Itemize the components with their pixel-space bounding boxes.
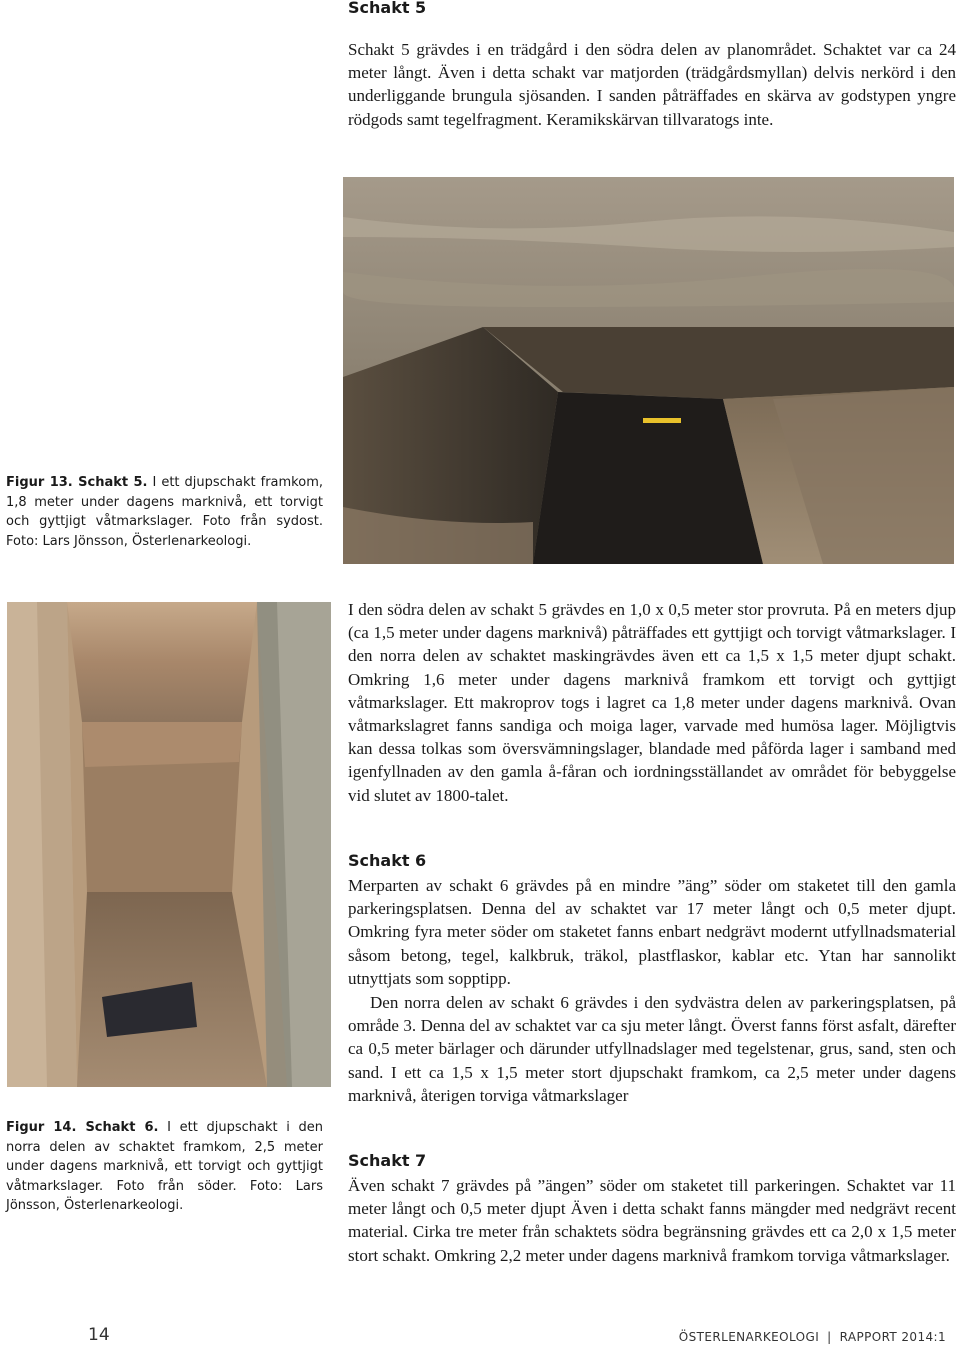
paragraph-schakt-7: Även schakt 7 grävdes på ”ängen” söder om staketet till parkeringen. Schaktet var 11 meter långt och 0,5 meter djupt Även i detta schakt fanns mängder med nedgrävt recent material. Cirka tre meter från schaktets södra begränsning grävdes ett ca 2,0 x 1,5 meter stort schakt. Omkring 2,2 meter under dagens marknivå framkom torviga våtmarkslager. (348, 1176, 956, 1265)
paragraph-schakt-6-2: Den norra delen av schakt 6 grävdes i den sydvästra delen av parkeringsplatsen, på område 3. Denna del av schaktet var ca sju meter långt. Överst fanns först asfalt, därefter ca 0,5 meter bärlager och därunder utfyllnadslager med tegelstenar, grus, sand, sten och sand. I ett ca 1,5 x 1,5 meter stort djupschakt framkom, ca 2,5 meter under dagens marknivå, återigen torviga våtmarkslager (348, 993, 956, 1105)
section-heading-schakt-7: Schakt 7 (348, 1151, 427, 1170)
footer-report-id: RAPPORT 2014:1 (839, 1330, 946, 1344)
paragraph-schakt-5: Schakt 5 grävdes i en trädgård i den södra delen av planområdet. Schaktet var ca 24 meter långt. Även i detta schakt var matjorden (trädgårdsmyllan) delvis nerkörd i den underliggande brungula sjösanden. I sanden påträffades en skärva av godstypen yngre rödgods samt tegelfragment. Keramikskärvan tillvaratogs inte. (348, 40, 956, 129)
page-number: 14 (88, 1325, 110, 1345)
figure-13-caption (6, 473, 323, 551)
figure-13-label: Figur 13. Schakt 5. (6, 475, 148, 490)
section-heading-schakt-6: Schakt 6 (348, 851, 427, 870)
figure-14-label: Figur 14. Schakt 6. (6, 1120, 159, 1135)
footer-publisher: ÖSTERLENARKEOLOGI (678, 1330, 820, 1344)
figure-14-caption (6, 1118, 323, 1216)
figure-14-text: I ett djupschakt i den norra delen av schaktet framkom, 2,5 meter under dagens marknivå, ett torvigt och gyttjigt våtmarkslager. Foto från söder. Foto: Lars Jönsson, Österlenarkeologi. (6, 1120, 324, 1213)
footer-report (679, 1330, 946, 1344)
figure-13-photo (343, 177, 954, 564)
paragraph-schakt-5-continued: I den södra delen av schakt 5 grävdes en 1,0 x 0,5 meter stor provruta. På en meters djup (ca 1,5 meter under dagens marknivå) påträffades ett gyttjigt och torvigt våtmarkslager. I den norra delen av schaktet maskingrävdes även ett ca 1,5 x 1,5 meter djupt schakt. Omkring 1,6 meter under dagens marknivå framkom ett torvigt och gyttjigt våtmarkslager. Ett makroprov togs i lagret ca 1,8 meter under dagens marknivå. Ovan våtmarkslagret fanns sandiga och moiga lager, varvade med humösa lager. Möjligtvis kan dessa tolkas som översvämningslager, blandade med påförda lager i samband med igenfyllnaden av den gamla å-fåran och iordningsställandet av området för bebyggelse vid slutet av 1800-talet. (348, 600, 956, 805)
section-heading-schakt-5: Schakt 5 (348, 0, 427, 17)
footer-separator: | (827, 1330, 832, 1344)
figure-14-photo (7, 602, 331, 1087)
figure-13-text: I ett djupschakt framkom, 1,8 meter under dagens marknivå, ett torvigt och gyttjigt våtmarkslager. Foto från sydost. Foto: Lars Jönsson, Österlenarkeologi. (6, 475, 323, 549)
paragraph-schakt-6-1: Merparten av schakt 6 grävdes på en mindre ”äng” söder om staketet till den gamla parkeringsplatsen. Denna del av schaktet var 17 meter långt och 0,5 meter djupt. Omkring fyra meter söder om staketet fanns enbart nedgrävt modernt utfyllnadsmaterial såsom betong, tegel, kalkbruk, träkol, plastflaskor, kablar etc. Ytan har sannolikt utnyttjats som sopptipp. (348, 876, 956, 988)
